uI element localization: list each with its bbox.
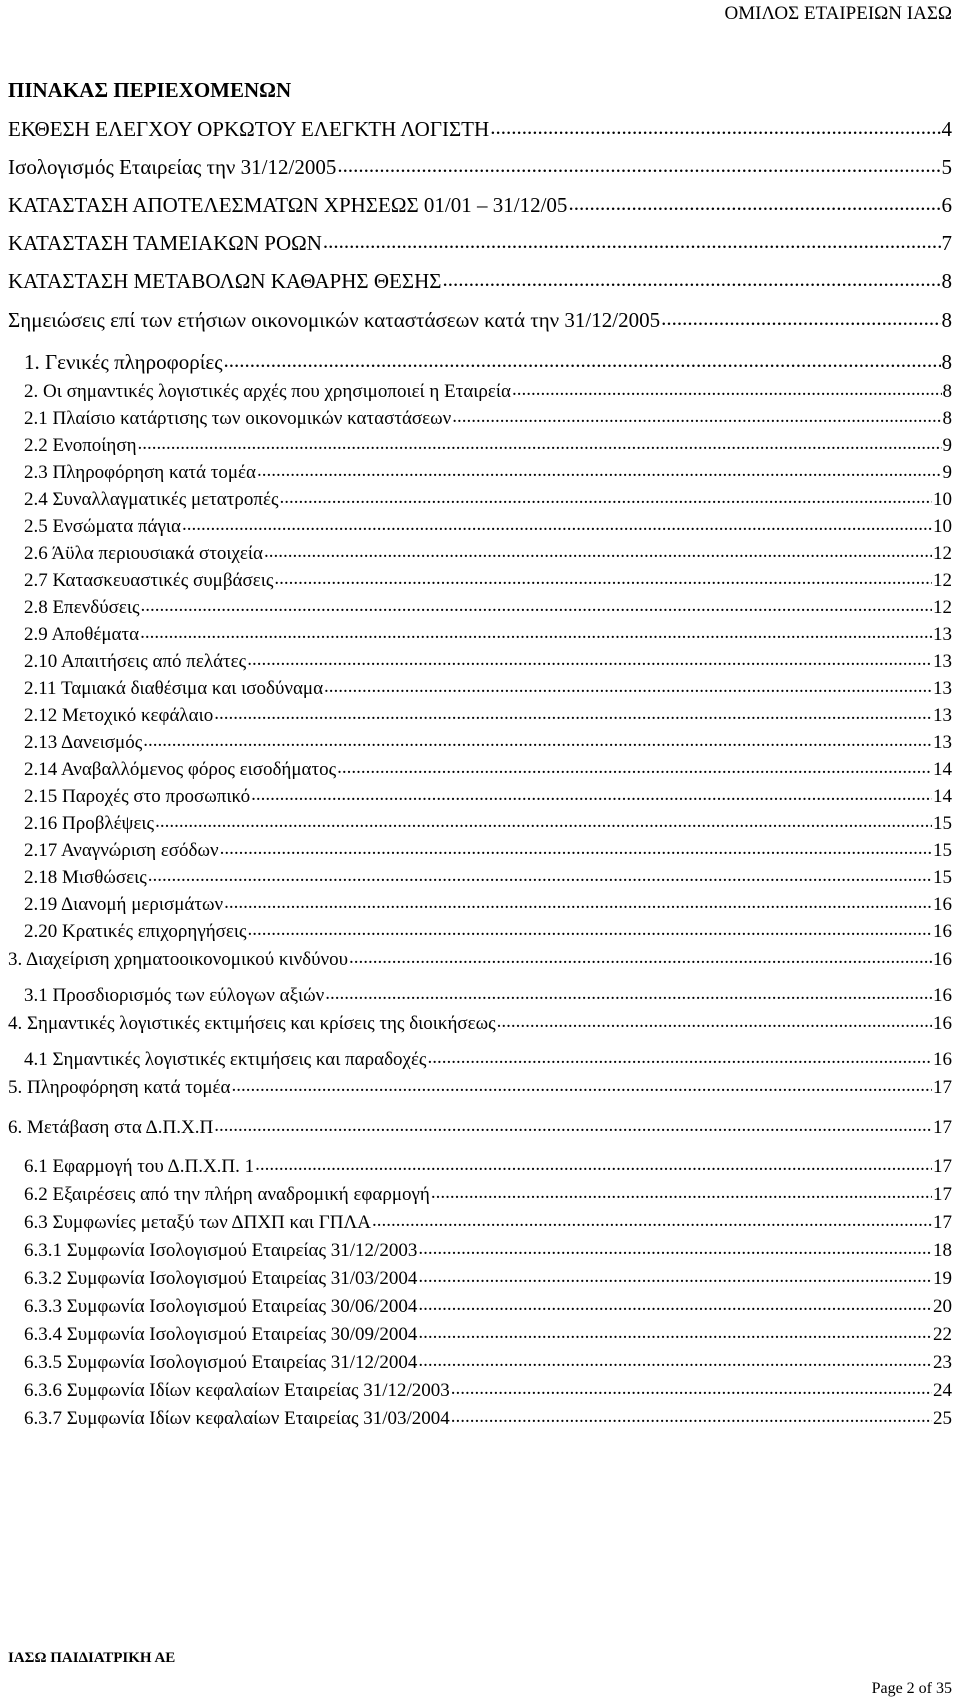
toc-entry[interactable] <box>24 702 952 727</box>
toc-entry[interactable] <box>24 513 952 538</box>
toc-entry-page: 16 <box>933 894 952 915</box>
toc-entry[interactable] <box>24 675 952 700</box>
toc-entry-page: 15 <box>933 813 952 834</box>
toc-leader-dots <box>568 191 940 212</box>
toc-entry[interactable] <box>8 306 952 333</box>
toc-leader-dots <box>337 756 932 775</box>
toc-entry[interactable] <box>24 1321 952 1346</box>
toc-entry-label: ΚΑΤΑΣΤΑΣΗ ΤΑΜΕΙΑΚΩΝ ΡΟΩΝ <box>8 231 322 255</box>
toc-entry-page: 16 <box>933 921 952 942</box>
toc-entry-label: 3.1 Προσδιορισμός των εύλογων αξιών <box>24 985 325 1006</box>
toc-leader-dots <box>155 810 932 829</box>
toc-leader-dots <box>661 306 940 327</box>
toc-leader-dots <box>231 1074 932 1093</box>
toc-entry[interactable] <box>24 621 952 646</box>
toc-entry-page: 23 <box>933 1352 952 1373</box>
toc-entry[interactable] <box>24 837 952 862</box>
toc-entry[interactable] <box>24 540 952 565</box>
toc-leader-dots <box>214 702 932 721</box>
toc-entry-label: 4.1 Σημαντικές λογιστικές εκτιμήσεις και παραδοχές <box>24 1049 427 1070</box>
toc-entry-page: 17 <box>933 1156 952 1177</box>
toc-leader-dots <box>138 432 942 451</box>
page-number: Page 2 of 35 <box>871 1680 952 1697</box>
toc-entry-page: 13 <box>933 732 952 753</box>
toc-title: ΠΙΝΑΚΑΣ ΠΕΡΙΕΧΟΜΕΝΩΝ <box>8 78 292 102</box>
toc-leader-dots <box>224 348 941 369</box>
toc-entry[interactable] <box>8 267 952 294</box>
toc-leader-dots <box>418 1349 932 1368</box>
toc-entry-label: 3. Διαχείριση χρηματοοικονομικού κινδύνου <box>8 949 349 970</box>
toc-entry-page: 16 <box>933 1013 952 1034</box>
toc-entry-page: 8 <box>942 381 952 402</box>
toc-leader-dots <box>323 229 941 250</box>
toc-entry-page: 14 <box>933 786 952 807</box>
toc-entry-page: 13 <box>933 651 952 672</box>
toc-entry[interactable] <box>24 918 952 943</box>
toc-leader-dots <box>220 837 932 856</box>
toc-entry[interactable] <box>24 1377 952 1402</box>
toc-entry-page: 18 <box>933 1240 952 1261</box>
toc-entry-label: 2.4 Συναλλαγματικές μετατροπές <box>24 489 279 510</box>
toc-entry-page: 16 <box>933 1049 952 1070</box>
toc-entry-label: 2.18 Μισθώσεις <box>24 867 147 888</box>
toc-entry-label: 2.15 Παροχές στο προσωπικό <box>24 786 251 807</box>
toc-leader-dots <box>264 540 932 559</box>
toc-entry[interactable] <box>24 1046 952 1071</box>
toc-entry-label: 2.17 Αναγνώριση εσόδων <box>24 840 219 861</box>
toc-leader-dots <box>418 1321 932 1340</box>
toc-entry[interactable] <box>24 567 952 592</box>
toc-entry[interactable] <box>24 459 952 484</box>
toc-entry-page: 13 <box>933 624 952 645</box>
toc-entry[interactable] <box>24 1293 952 1318</box>
toc-entry-page: 14 <box>933 759 952 780</box>
toc-leader-dots <box>451 1377 932 1396</box>
toc-entry-page: 15 <box>933 867 952 888</box>
toc-leader-dots <box>418 1265 932 1284</box>
toc-entry[interactable] <box>24 594 952 619</box>
toc-leader-dots <box>255 1153 932 1172</box>
toc-entry-page: 10 <box>933 489 952 510</box>
toc-leader-dots <box>257 459 942 478</box>
toc-entry[interactable] <box>24 756 952 781</box>
toc-entry-label: 2.10 Απαιτήσεις από πελάτες <box>24 651 247 672</box>
toc-entry[interactable] <box>24 1405 952 1430</box>
toc-leader-dots <box>427 1046 932 1065</box>
toc-entry[interactable] <box>24 1209 952 1234</box>
toc-entry-label: 2.2 Ενοποίηση <box>24 435 137 456</box>
toc-entry-label: 2.16 Προβλέψεις <box>24 813 155 834</box>
toc-entry-page: 9 <box>942 462 952 483</box>
toc-leader-dots <box>148 864 932 883</box>
toc-entry[interactable] <box>8 115 952 142</box>
toc-leader-dots <box>279 486 932 505</box>
toc-leader-dots <box>452 405 941 424</box>
toc-entry-label: 6.2 Εξαιρέσεις από την πλήρη αναδρομική εφαρμογή <box>24 1184 430 1205</box>
toc-entry-label: 6.3.5 Συμφωνία Ισολογισμού Εταιρείας 31/12/2004 <box>24 1352 418 1373</box>
toc-entry-page: 15 <box>933 840 952 861</box>
toc-entry[interactable] <box>8 1010 952 1035</box>
toc-entry[interactable] <box>8 1114 952 1139</box>
toc-entry-page: 9 <box>942 435 952 456</box>
toc-entry[interactable] <box>24 864 952 889</box>
toc-leader-dots <box>248 918 932 937</box>
toc-leader-dots <box>372 1209 932 1228</box>
toc-leader-dots <box>349 946 932 965</box>
toc-entry-label: 6. Μετάβαση στα Δ.Π.Χ.Π <box>8 1117 214 1138</box>
toc-entry-label: 1. Γενικές πληροφορίες <box>24 350 223 374</box>
toc-entry[interactable] <box>24 982 952 1007</box>
toc-entry-page: 10 <box>933 516 952 537</box>
toc-entry-label: 6.3.7 Συμφωνία Ιδίων κεφαλαίων Εταιρείας 31/03/2004 <box>24 1408 450 1429</box>
toc-entry-label: ΚΑΤΑΣΤΑΣΗ ΑΠΟΤΕΛΕΣΜΑΤΩΝ ΧΡΗΣΕΩΣ 01/01 – 31/12/05 <box>8 193 568 217</box>
toc-entry-page: 17 <box>933 1117 952 1138</box>
toc-entry-page: 20 <box>933 1296 952 1317</box>
toc-entry-label: 6.3.4 Συμφωνία Ισολογισμού Εταιρείας 30/09/2004 <box>24 1324 418 1345</box>
toc-leader-dots <box>325 982 932 1001</box>
toc-leader-dots <box>512 378 942 397</box>
toc-leader-dots <box>497 1010 932 1029</box>
toc-entry-label: 2.19 Διανομή μερισμάτων <box>24 894 224 915</box>
toc-entry-page: 6 <box>941 193 952 217</box>
toc-leader-dots <box>224 891 932 910</box>
toc-entry[interactable] <box>24 432 952 457</box>
toc-leader-dots <box>182 513 932 532</box>
toc-entry-page: 17 <box>933 1212 952 1233</box>
toc-entry[interactable] <box>24 810 952 835</box>
toc-entry[interactable] <box>24 378 952 403</box>
toc-entry-label: Σημειώσεις επί των ετήσιων οικονομικών καταστάσεων κατά την 31/12/2005 <box>8 308 661 332</box>
toc-leader-dots <box>274 567 932 586</box>
toc-entry[interactable] <box>24 1237 952 1262</box>
toc-entry-label: 6.3.2 Συμφωνία Ισολογισμού Εταιρείας 31/03/2004 <box>24 1268 418 1289</box>
toc-entry-page: 7 <box>941 231 952 255</box>
toc-leader-dots <box>418 1237 932 1256</box>
toc-entry-page: 24 <box>933 1380 952 1401</box>
toc-entry-label: 2.3 Πληροφόρηση κατά τομέα <box>24 462 256 483</box>
toc-leader-dots <box>418 1293 932 1312</box>
toc-entry-page: 8 <box>941 269 952 293</box>
toc-entry-label: 6.3.6 Συμφωνία Ιδίων κεφαλαίων Εταιρείας 31/12/2003 <box>24 1380 450 1401</box>
toc-entry-page: 8 <box>941 350 952 374</box>
toc-entry-page: 19 <box>933 1268 952 1289</box>
toc-entry-page: 4 <box>941 117 952 141</box>
footer-company: ΙΑΣΩ ΠΑΙΔΙΑΤΡΙΚΗ ΑΕ <box>8 1650 176 1666</box>
toc-entry-page: 25 <box>933 1408 952 1429</box>
toc-leader-dots <box>140 621 932 640</box>
toc-entry[interactable] <box>8 1074 952 1099</box>
toc-entry[interactable] <box>24 1349 952 1374</box>
toc-entry-label: 2.5 Ενσώματα πάγια <box>24 516 181 537</box>
toc-entry[interactable] <box>24 783 952 808</box>
toc-entry[interactable] <box>24 1265 952 1290</box>
toc-entry-label: 2. Οι σημαντικές λογιστικές αρχές που χρησιμοποιεί η Εταιρεία <box>24 381 511 402</box>
toc-entry-page: 16 <box>933 985 952 1006</box>
toc-entry[interactable] <box>24 1181 952 1206</box>
toc-entry[interactable] <box>24 348 952 375</box>
toc-entry-page: 8 <box>942 408 952 429</box>
toc-entry[interactable] <box>8 946 952 971</box>
toc-entry-label: 6.3.3 Συμφωνία Ισολογισμού Εταιρείας 30/06/2004 <box>24 1296 418 1317</box>
toc-entry-page: 22 <box>933 1324 952 1345</box>
toc-entry-label: Ισολογισμός Εταιρείας την 31/12/2005 <box>8 155 337 179</box>
toc-entry-label: 6.1 Εφαρμογή του Δ.Π.Χ.Π. 1 <box>24 1156 255 1177</box>
toc-leader-dots <box>324 675 932 694</box>
toc-leader-dots <box>247 648 932 667</box>
toc-entry-label: 2.20 Κρατικές επιχορηγήσεις <box>24 921 247 942</box>
toc-leader-dots <box>214 1114 932 1133</box>
toc-leader-dots <box>140 594 932 613</box>
toc-entry-label: 2.9 Αποθέματα <box>24 624 140 645</box>
toc-entry-page: 16 <box>933 949 952 970</box>
toc-leader-dots <box>251 783 932 802</box>
toc-entry[interactable] <box>24 891 952 916</box>
toc-entry[interactable] <box>8 229 952 256</box>
toc-entry-label: ΕΚΘΕΣΗ ΕΛΕΓΧΟΥ ΟΡΚΩΤΟΥ ΕΛΕΓΚΤΗ ΛΟΓΙΣΤΗ <box>8 117 490 141</box>
toc-entry-label: 2.6 Άϋλα περιουσιακά στοιχεία <box>24 543 263 564</box>
page-header: ΟΜΙΛΟΣ ΕΤΑΙΡΕΙΩΝ ΙΑΣΩ <box>724 3 952 24</box>
toc-entry-label: 6.3 Συμφωνίες μεταξύ των ΔΠΧΠ και ΓΠΛΑ <box>24 1212 371 1233</box>
toc-entry-page: 13 <box>933 705 952 726</box>
toc-entry[interactable] <box>24 1153 952 1178</box>
toc-entry-label: 2.8 Επενδύσεις <box>24 597 140 618</box>
toc-entry-page: 5 <box>941 155 952 179</box>
toc-entry-page: 12 <box>933 543 952 564</box>
toc-entry[interactable] <box>24 486 952 511</box>
toc-entry[interactable] <box>8 153 952 180</box>
toc-entry[interactable] <box>24 729 952 754</box>
toc-entry[interactable] <box>8 191 952 218</box>
toc-entry-page: 13 <box>933 678 952 699</box>
toc-entry-page: 12 <box>933 570 952 591</box>
toc-entry-label: 2.12 Μετοχικό κεφάλαιο <box>24 705 214 726</box>
toc-leader-dots <box>337 153 940 174</box>
toc-leader-dots <box>451 1405 932 1424</box>
toc-entry-label: 2.14 Αναβαλλόμενος φόρος εισοδήματος <box>24 759 337 780</box>
toc-entry-page: 8 <box>941 308 952 332</box>
toc-entry-label: 2.1 Πλαίσιο κατάρτισης των οικονομικών καταστάσεων <box>24 408 452 429</box>
toc-entry-page: 17 <box>933 1184 952 1205</box>
toc-entry-label: ΚΑΤΑΣΤΑΣΗ ΜΕΤΑΒΟΛΩΝ ΚΑΘΑΡΗΣ ΘΕΣΗΣ <box>8 269 442 293</box>
toc-entry-label: 2.11 Ταμιακά διαθέσιμα και ισοδύναμα <box>24 678 324 699</box>
toc-leader-dots <box>442 267 940 288</box>
toc-leader-dots <box>431 1181 932 1200</box>
toc-entry-label: 2.7 Κατασκευαστικές συμβάσεις <box>24 570 274 591</box>
toc-entry-page: 12 <box>933 597 952 618</box>
toc-leader-dots <box>490 115 940 136</box>
toc-entry-label: 4. Σημαντικές λογιστικές εκτιμήσεις και κρίσεις της διοικήσεως <box>8 1013 496 1034</box>
toc-leader-dots <box>143 729 932 748</box>
toc-entry-label: 6.3.1 Συμφωνία Ισολογισμού Εταιρείας 31/12/2003 <box>24 1240 418 1261</box>
toc-entry-label: 5. Πληροφόρηση κατά τομέα <box>8 1077 231 1098</box>
toc-entry-page: 17 <box>933 1077 952 1098</box>
toc-entry[interactable] <box>24 648 952 673</box>
toc-entry-label: 2.13 Δανεισμός <box>24 732 143 753</box>
toc-entry[interactable] <box>24 405 952 430</box>
